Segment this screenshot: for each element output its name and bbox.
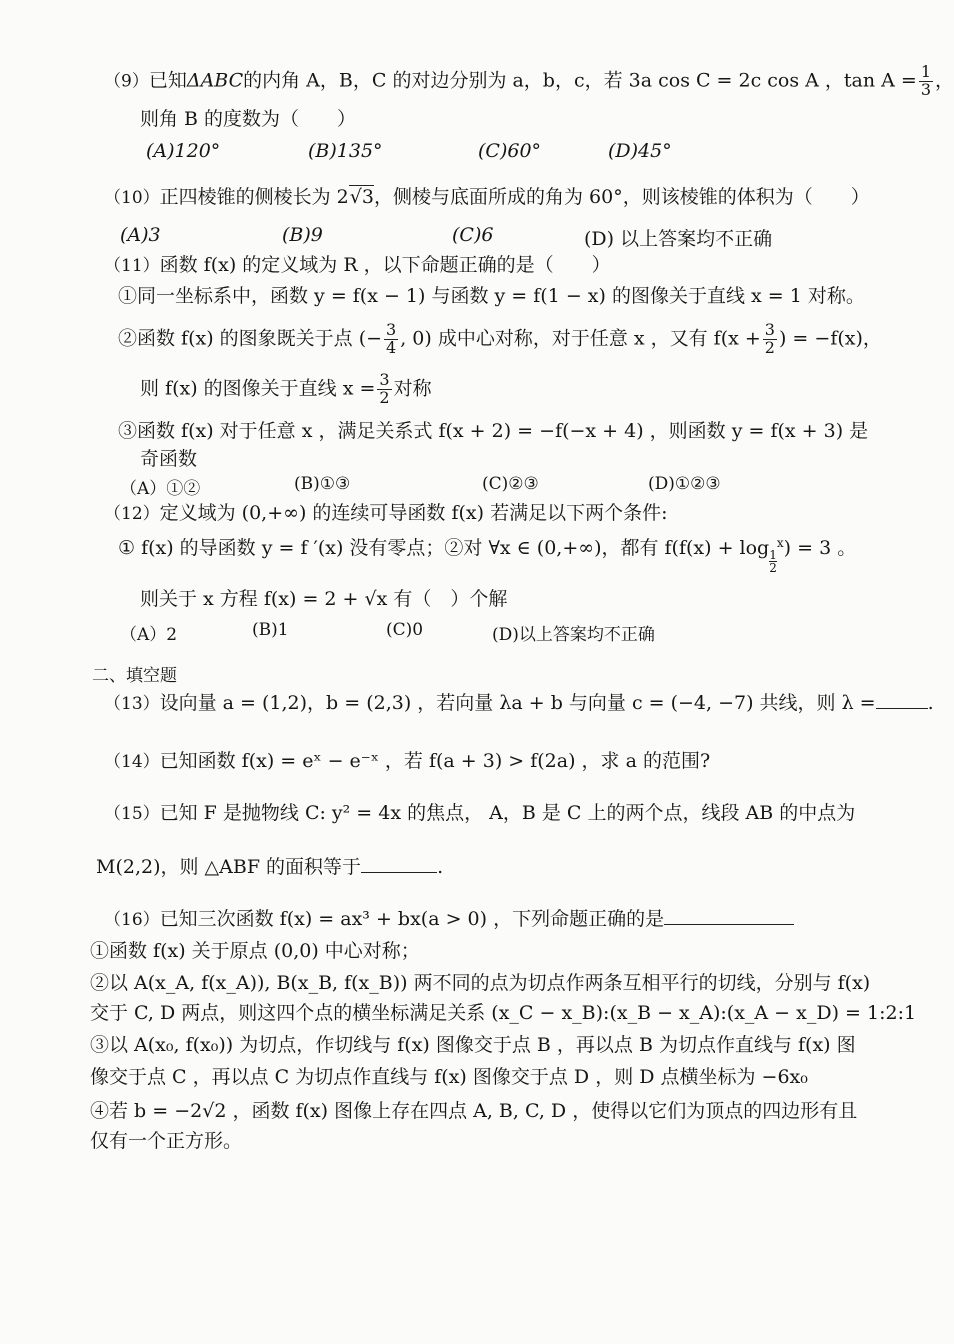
question-text: 已知 F 是抛物线 C: y² = 4x 的焦点， A，B 是 C 上的两个点，线段 AB 的中点为 <box>159 802 856 824</box>
q11-statement-3: ③函数 f(x) 对于任意 x ，满足关系式 f(x + 2) = −f(−x + 4) ，则函数 y = f(x + 3) 是 <box>118 420 869 442</box>
q11-statement-2-line2: 则 f(x) 的图像关于直线 x = $\frac{3}{2}$ 对称 <box>140 370 432 407</box>
answer-blank <box>876 707 928 709</box>
question-11 <box>104 254 611 277</box>
question-number: （12） <box>104 504 160 524</box>
log-base: $\frac{1}{2}$ <box>769 548 777 575</box>
q10-option-b: (B)9 <box>282 224 323 246</box>
answer-blank <box>664 923 794 925</box>
fraction: $\frac{3}{4}$ <box>386 320 397 357</box>
fraction: $\frac{1}{3}$ <box>920 62 932 99</box>
question-number: （10） <box>104 188 160 208</box>
question-text: 设向量 a = (1,2)，b = (2,3) ，若向量 λa + b 与向量 c = (−4, −7) 共线，则 λ = <box>159 692 876 714</box>
question-9: （9）已知ΔABC的内角 A，B，C 的对边分别为 a，b，c，若 3a cos C = 2c cos A ，tan A = $\frac{1}{3}$ ， <box>104 62 954 99</box>
question-number: （13） <box>104 694 160 714</box>
question-text: 函数 f(x) 的定义域为 R ，以下命题正确的是（ ） <box>159 254 611 276</box>
q16-statement-2-line2: 交于 C, D 两点，则这四个点的横坐标满足关系 (x_C − x_B):(x_B − x_A):(x_A − x_D) = 1:2:1 <box>90 1002 917 1024</box>
question-14 <box>104 750 710 773</box>
question-16 <box>104 908 794 931</box>
question-number: （9） <box>104 71 149 92</box>
q12-option-a: （A）2 <box>120 625 178 645</box>
fraction: $\frac{3}{2}$ <box>764 320 775 357</box>
question-number: （14） <box>104 752 160 772</box>
q16-statement-2: ②以 A(x_A, f(x_A)), B(x_B, f(x_B)) 两不同的点为切点作两条互相平行的切线，分别与 f(x) <box>90 972 871 994</box>
q16-statement-4-line2: 仅有一个正方形。 <box>90 1130 243 1152</box>
section-heading: 二、填空题 <box>92 666 177 686</box>
q10-option-a: (A)3 <box>120 224 161 246</box>
q16-statement-4: ④若 b = −2√2 ，函数 f(x) 图像上存在四点 A, B, C, D ，使得以它们为顶点的四边形有且 <box>90 1100 858 1122</box>
question-15-line2: M(2,2)，则 △ABF 的面积等于 . <box>96 856 444 878</box>
question-15 <box>104 802 855 825</box>
q11-statement-2: ②函数 f(x) 的图象既关于点 (− $\frac{3}{4}$ , 0) 成中心对称，对于任意 x ，又有 f(x + $\frac{3}{2}$ ) = −f(x)， <box>118 320 882 357</box>
question-number: （16） <box>104 910 160 930</box>
question-text: 已知函数 f(x) = eˣ − e⁻ˣ ，若 f(a + 3) > f(2a) ，求 a 的范围? <box>159 750 711 772</box>
question-12 <box>104 502 667 525</box>
triangle-label: ΔABC <box>186 69 244 92</box>
question-text: 定义域为 (0,+∞) 的连续可导函数 f(x) 若满足以下两个条件: <box>159 502 668 524</box>
sqrt-value: √3 <box>349 186 374 208</box>
fraction: $\frac{3}{2}$ <box>379 370 390 407</box>
q11-option-b: (B)①③ <box>294 474 351 494</box>
q9-option-b: (B)135° <box>308 140 383 162</box>
q16-statement-3-line2: 像交于点 C ，再以点 C 为切点作直线与 f(x) 图像交于点 D ，则 D 点横坐标为 −6x₀ <box>90 1066 808 1088</box>
question-text: 已知 <box>148 69 187 92</box>
q16-statement-3: ③以 A(x₀, f(x₀)) 为切点，作切线与 f(x) 图像交于点 B ，再以点 B 为切点作直线与 f(x) 图 <box>90 1034 856 1056</box>
q11-option-d: (D)①②③ <box>648 474 721 494</box>
q12-line3: 则关于 x 方程 f(x) = 2 + √x 有（ ）个解 <box>140 588 508 610</box>
q11-statement-3-line2: 奇函数 <box>140 448 198 470</box>
question-number: （11） <box>104 256 160 276</box>
q11-option-c: (C)②③ <box>482 474 539 494</box>
question-13: （13）设向量 a = (1,2)，b = (2,3) ，若向量 λa + b 与向量 c = (−4, −7) 共线，则 λ = . <box>104 692 934 714</box>
q12-option-b: (B)1 <box>252 620 289 640</box>
q16-statement-1: ①函数 f(x) 关于原点 (0,0) 中心对称； <box>90 940 420 962</box>
q12-conditions: ① f(x) 的导函数 y = f ′(x) 没有零点；②对 ∀x ∈ (0,+∞)，都有 f(f(x) + log $\frac{1}{2}^x) = 3$ 。 <box>118 536 857 575</box>
q9-option-d: (D)45° <box>608 140 672 162</box>
question-text: 已知三次函数 f(x) = ax³ + bx(a > 0) ，下列命题正确的是 <box>159 908 665 930</box>
question-text: ，侧棱与底面所成的角为 60°，则该棱锥的体积为（ ） <box>373 186 870 208</box>
question-text: 的内角 A，B，C 的对边分别为 a，b，c，若 3a cos C = 2c cos A ，tan A = <box>243 69 917 92</box>
q9-option-a: (A)120° <box>146 140 221 162</box>
q10-option-d: (D) 以上答案均不正确 <box>584 228 773 250</box>
q11-option-a: （A）①② <box>120 479 201 499</box>
q11-statement-1: ①同一坐标系中，函数 y = f(x − 1) 与函数 y = f(1 − x) 的图像关于直线 x = 1 对称。 <box>118 285 865 307</box>
question-9-line2: 则角 B 的度数为（ ） <box>140 108 357 130</box>
q10-option-c: (C)6 <box>452 224 494 246</box>
question-text: 正四棱锥的侧棱长为 2 <box>159 186 349 208</box>
question-number: （15） <box>104 804 160 824</box>
question-10 <box>104 186 870 209</box>
q12-option-c: (C)0 <box>386 620 424 640</box>
answer-blank <box>361 871 437 873</box>
q12-option-d: (D)以上答案均不正确 <box>492 625 655 645</box>
q9-option-c: (C)60° <box>478 140 542 162</box>
